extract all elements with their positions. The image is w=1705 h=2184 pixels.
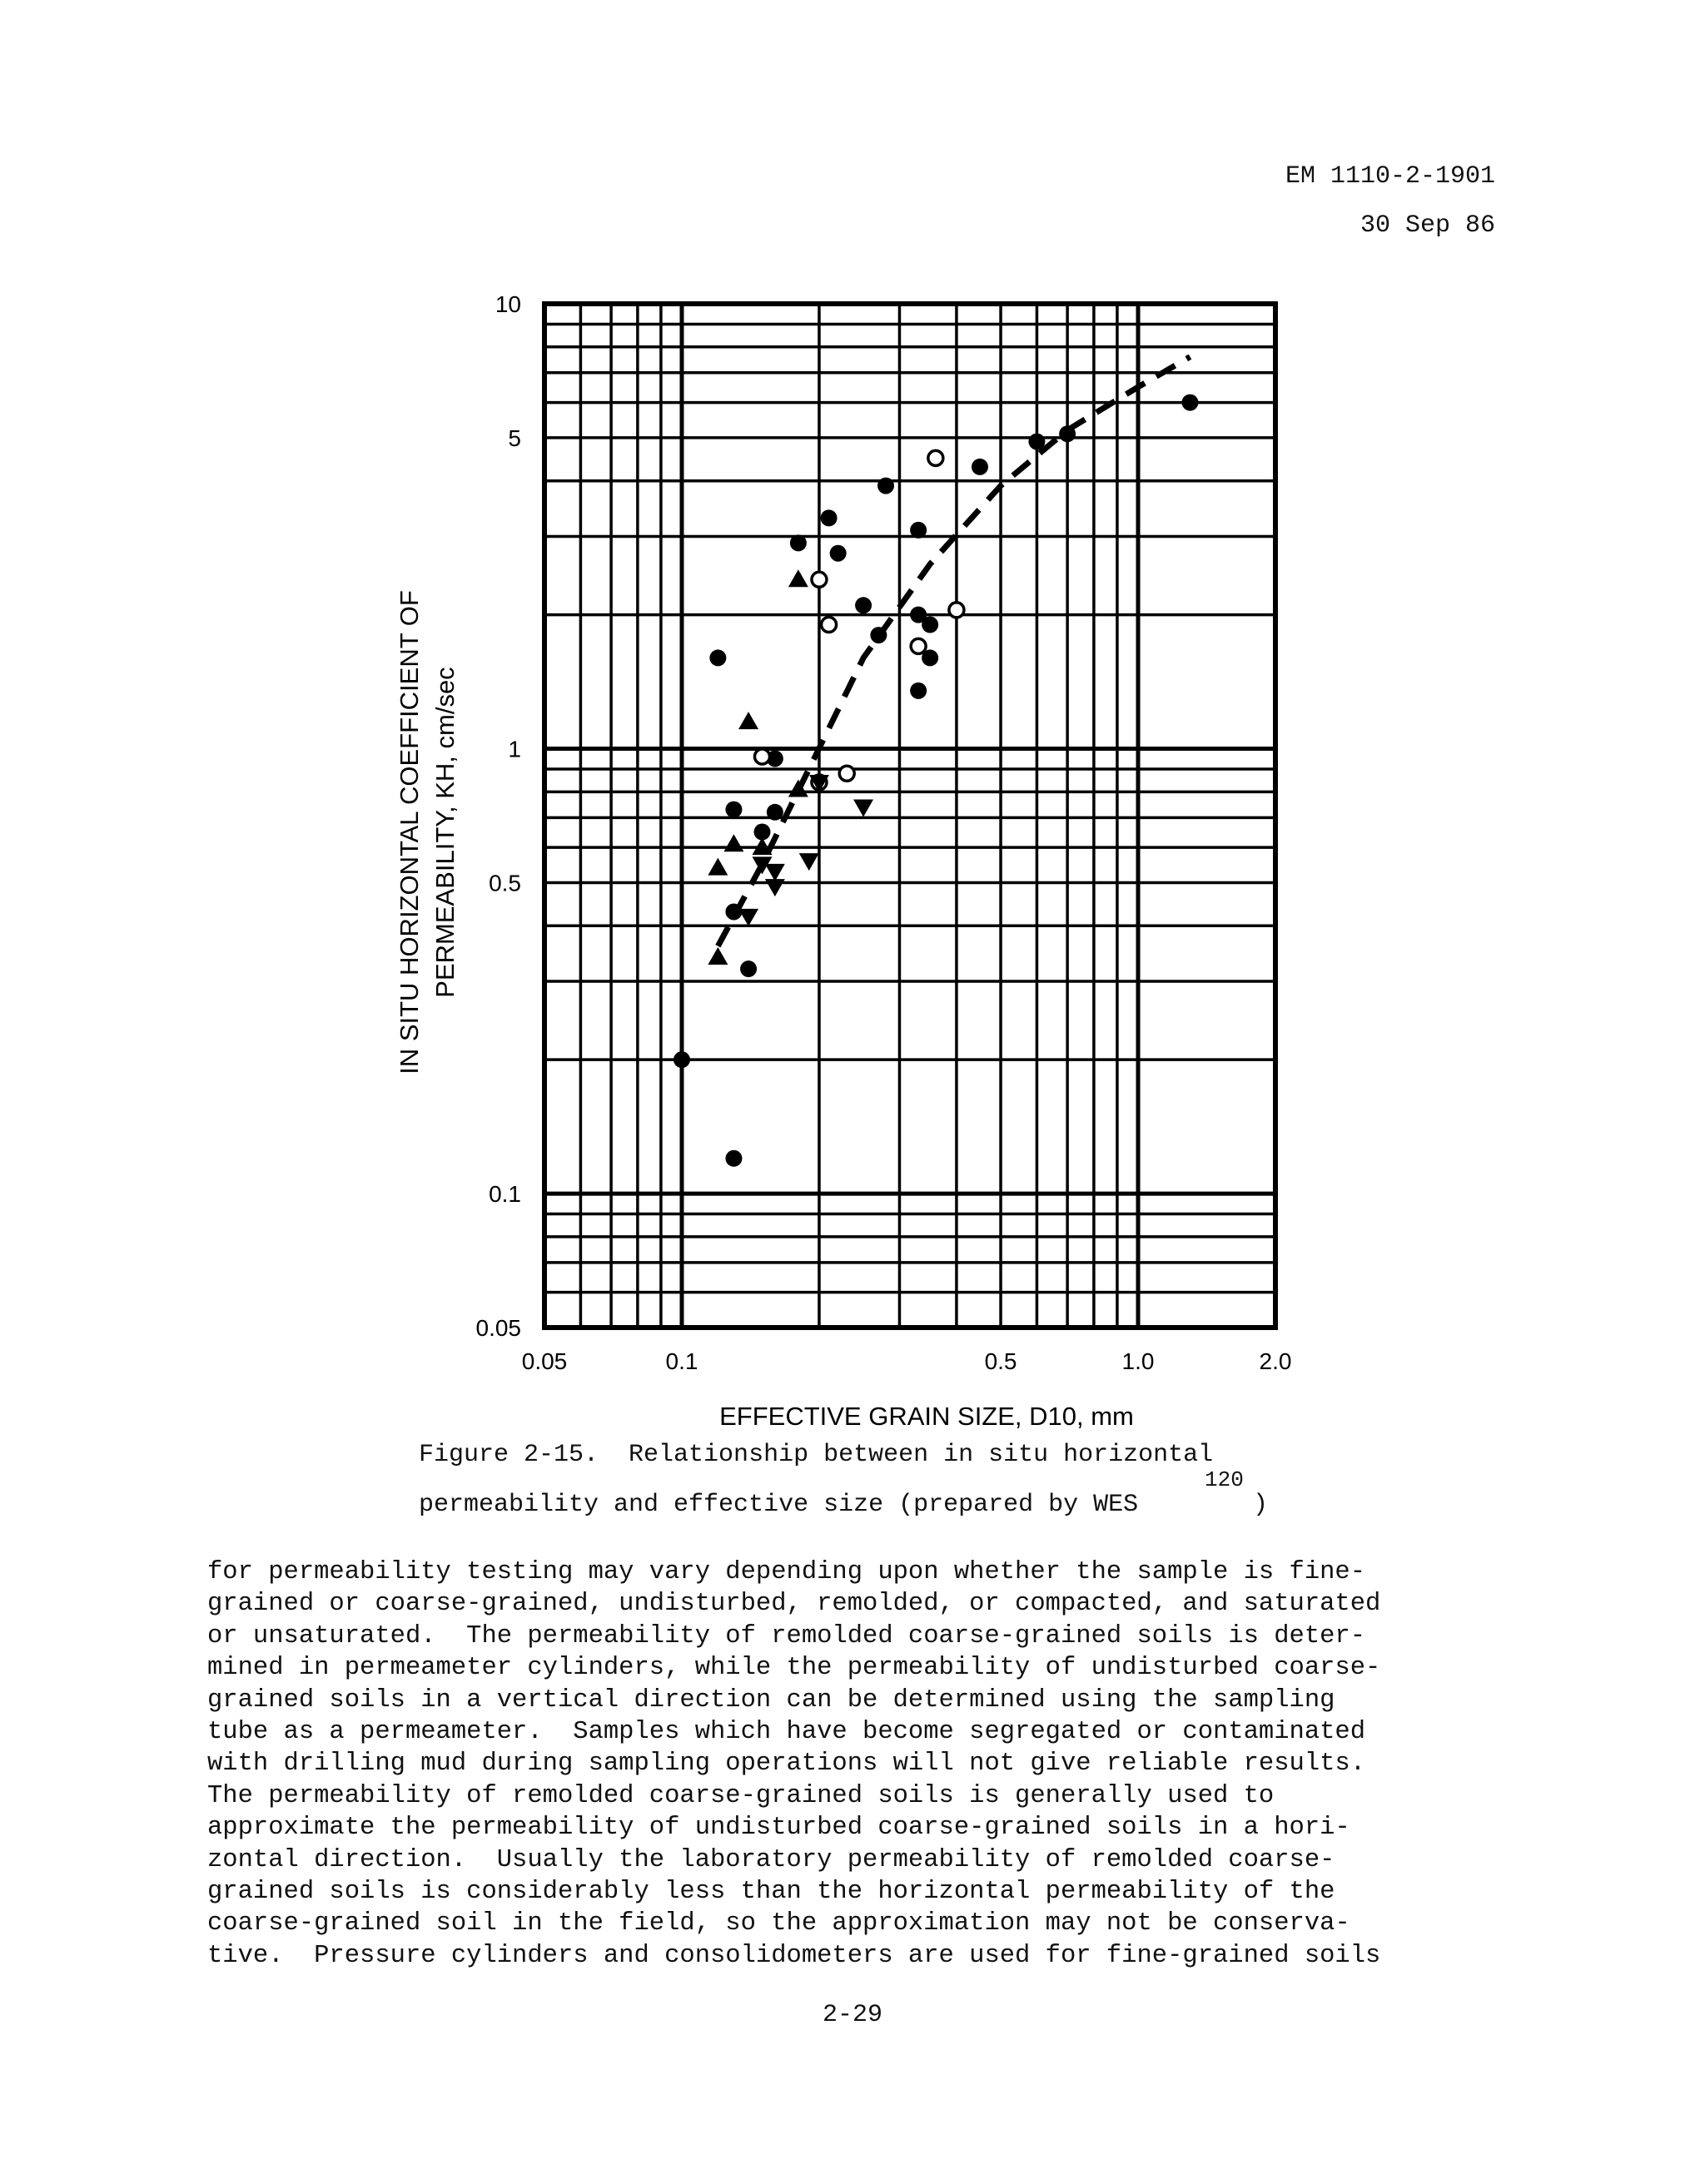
y-tick-label: 5 <box>508 424 521 451</box>
data-point-triangle-up <box>738 712 758 729</box>
data-point-triangle-up <box>708 947 728 965</box>
data-point-filled-circle <box>790 534 807 551</box>
data-point-open-circle <box>911 638 926 653</box>
data-point-triangle-up <box>723 834 743 851</box>
data-point-filled-circle <box>767 804 783 821</box>
data-point-triangle-up <box>788 569 808 587</box>
data-point-filled-circle <box>910 522 927 539</box>
data-point-filled-circle <box>1181 395 1198 411</box>
x-axis-label: EFFECTIVE GRAIN SIZE, D10, mm <box>719 1402 1134 1431</box>
figure-caption-reference: 120 <box>1205 1467 1244 1492</box>
body-line: tive. Pressure cylinders and consolidometers are used for fine-grained soils <box>207 1941 1381 1970</box>
y-tick-label: 1 <box>508 736 521 762</box>
y-axis-label-line-2: PERMEABILITY, KH, cm/sec <box>430 667 460 998</box>
x-tick-label: 0.05 <box>521 1348 568 1374</box>
data-point-filled-circle <box>922 617 938 633</box>
data-point-filled-circle <box>855 597 872 613</box>
y-tick-label: 10 <box>495 291 521 317</box>
data-point-triangle-down <box>738 909 758 926</box>
data-point-open-circle <box>928 450 943 465</box>
dashed-trend-line <box>718 357 1190 946</box>
y-tick-label: 0.1 <box>489 1181 521 1208</box>
data-point-triangle-down <box>765 879 785 896</box>
data-point-open-circle <box>822 618 837 633</box>
y-axis-label-line-1: IN SITU HORIZONTAL COEFFICIENT OF <box>395 590 424 1075</box>
body-line: grained soils in a vertical direction can be determined using the sampling <box>207 1685 1335 1715</box>
data-point-filled-circle <box>821 509 838 526</box>
data-point-filled-circle <box>725 802 742 818</box>
x-tick-label: 1.0 <box>1121 1348 1155 1374</box>
body-line: mined in permeameter cylinders, while the permeability of undisturbed coarse- <box>207 1654 1381 1683</box>
figure-caption-line-1: Figure 2-15. Relationship between in situ horizontal <box>419 1441 1214 1469</box>
chart-grid <box>544 304 1275 1328</box>
data-point-triangle-up <box>708 858 728 876</box>
body-line: for permeability testing may vary depending upon whether the sample is fine- <box>207 1558 1366 1586</box>
data-point-filled-circle <box>709 649 726 666</box>
tick-labels <box>476 291 1292 1374</box>
body-line: or unsaturated. The permeability of remolded coarse-grained soils is deter- <box>207 1621 1366 1650</box>
data-point-filled-circle <box>972 459 988 475</box>
y-tick-label: 0.05 <box>475 1315 521 1341</box>
axis-labels <box>395 590 1134 1431</box>
body-line: zontal direction. Usually the laboratory permeability of remolded coarse- <box>207 1845 1335 1874</box>
body-line: tube as a permeameter. Samples which have become segregated or contaminated <box>207 1718 1366 1747</box>
body-line: approximate the permeability of undisturbed coarse-grained soils in a hori- <box>207 1814 1350 1843</box>
x-tick-label: 0.1 <box>665 1348 698 1374</box>
y-tick-label: 0.5 <box>489 870 521 896</box>
figure-caption-line-2: permeability and effective size (prepared by WES <box>419 1491 1139 1519</box>
data-point-filled-circle <box>910 682 927 699</box>
document-number: EM 1110-2-1901 <box>1285 162 1495 191</box>
data-point-filled-circle <box>674 1051 690 1068</box>
data-point-filled-circle <box>725 903 742 920</box>
data-point-filled-circle <box>1028 434 1045 450</box>
data-point-triangle-down <box>799 853 819 871</box>
trend-line-group <box>718 357 1190 946</box>
body-paragraph <box>207 1556 1506 1972</box>
data-point-filled-circle <box>830 545 847 562</box>
data-point-filled-circle <box>870 627 887 643</box>
data-point-filled-circle <box>877 478 894 494</box>
body-line: The permeability of remolded coarse-grained soils is generally used to <box>207 1781 1275 1810</box>
body-line: grained soils is considerably less than the horizontal permeability of the <box>207 1878 1335 1907</box>
body-line: coarse-grained soil in the field, so the approximation may not be conserva- <box>207 1909 1350 1938</box>
data-point-open-circle <box>949 603 964 618</box>
data-point-triangle-down <box>765 864 785 881</box>
data-point-filled-circle <box>740 960 757 977</box>
data-point-open-circle <box>839 766 854 781</box>
data-point-open-circle <box>754 749 769 764</box>
body-line: with drilling mud during sampling operations will not give reliable results. <box>207 1750 1366 1779</box>
x-tick-label: 2.0 <box>1259 1348 1292 1374</box>
data-points <box>674 395 1198 1167</box>
data-point-filled-circle <box>1059 425 1076 442</box>
figure-caption-close: ) <box>1253 1491 1269 1519</box>
data-point-filled-circle <box>725 1150 742 1167</box>
data-point-open-circle <box>812 572 827 587</box>
document-date: 30 Sep 86 <box>1360 211 1495 240</box>
x-tick-label: 0.5 <box>984 1348 1017 1374</box>
plot-frame <box>544 304 1275 1328</box>
page-number: 2-29 <box>822 2001 882 2029</box>
body-line: grained or coarse-grained, undisturbed, remolded, or compacted, and saturated <box>207 1590 1381 1619</box>
data-point-triangle-down <box>853 799 873 817</box>
